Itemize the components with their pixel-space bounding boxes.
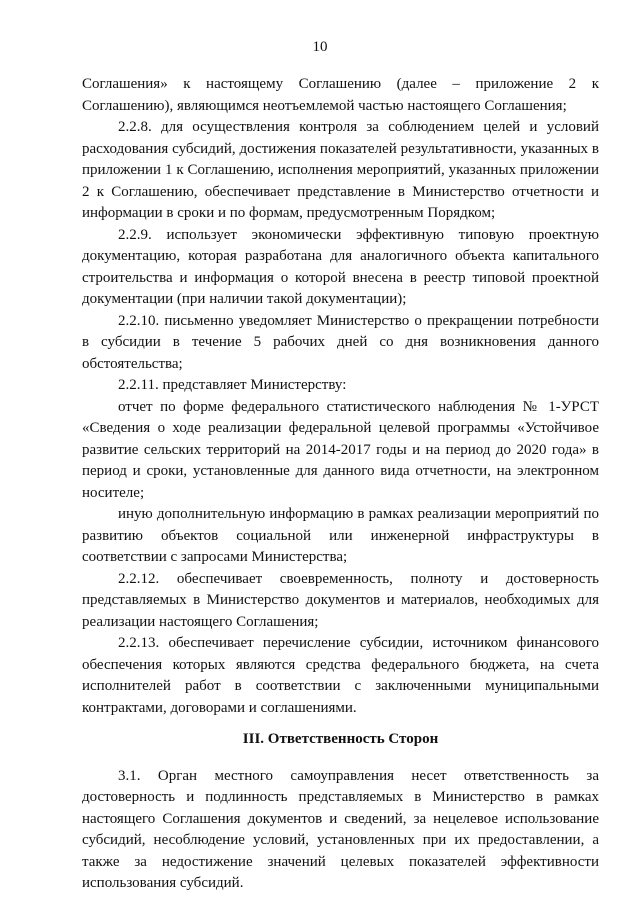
- paragraph-2-2-12: 2.2.12. обеспечивает своевременность, полноту и достоверность представляемых в Министерство документов и материалов, необходимых для реализации настоящего Соглашения;: [82, 570, 599, 630]
- paragraph-additional-info: иную дополнительную информацию в рамках реализации мероприятий по развитию объектов социальной или инженерной инфраструктуры в соответствии с запросами Министерства;: [82, 506, 599, 565]
- paragraph-3-1: 3.1. Орган местного самоуправления несет ответственность за достоверность и подлинность представляемых в Министерство в рамках настоящего Соглашения документов и сведений, за нецелевое использование субсидий, несоблюдение условий, установленных при их предоставлении, а также за недостижение значений целевых показателей эффективности использования субсидий.: [82, 767, 599, 891]
- paragraph-report-form: отчет по форме федерального статистического наблюдения № 1-УРСТ «Сведения о ходе реализации федеральной целевой программы «Устойчивое развитие сельских территорий на 2014-2017 годы и на период до 2020 года» в период и сроки, установленные для данного вида отчетности, на электронном носителе;: [82, 398, 599, 501]
- paragraph-continuation: Соглашения» к настоящему Соглашению (далее – приложение 2 к Соглашению), являющимся неотъемлемой частью настоящего Соглашения;: [82, 76, 599, 114]
- section-heading: III. Ответственность Сторон: [242, 731, 439, 747]
- paragraph-2-2-11: 2.2.11. представляет Министерству:: [118, 377, 347, 393]
- paragraph-2-2-9: 2.2.9. использует экономически эффективную типовую проектную документацию, которая разработана для аналогичного объекта капитального строительства и информация о которой внесена в реестр типовой проектной документации (при наличии такой документации);: [82, 226, 599, 307]
- paragraph-2-2-8: 2.2.8. для осуществления контроля за соблюдением целей и условий расходования субсидий, достижения показателей результативности, указанных в приложении 1 к Соглашению, исполнения мероприятий, указанных приложении 2 к Соглашению, обеспечивает представление в Министерство отчетности и информации в сроки и по формам, предусмотренным Порядком;: [82, 119, 599, 221]
- paragraph-2-2-10: 2.2.10. письменно уведомляет Министерство о прекращении потребности в субсидии в течение 5 рабочих дней со дня возникновения данного обстоятельства;: [82, 312, 599, 372]
- page-body: [82, 74, 599, 895]
- page-number: 10: [312, 39, 328, 55]
- paragraph-2-2-13: 2.2.13. обеспечивает перечисление субсидии, источником финансового обеспечения которых являются средства федерального бюджета, на счета исполнителей работ в соответствии с заключенными муниципальными контрактами, договорами и соглашениями.: [82, 635, 599, 716]
